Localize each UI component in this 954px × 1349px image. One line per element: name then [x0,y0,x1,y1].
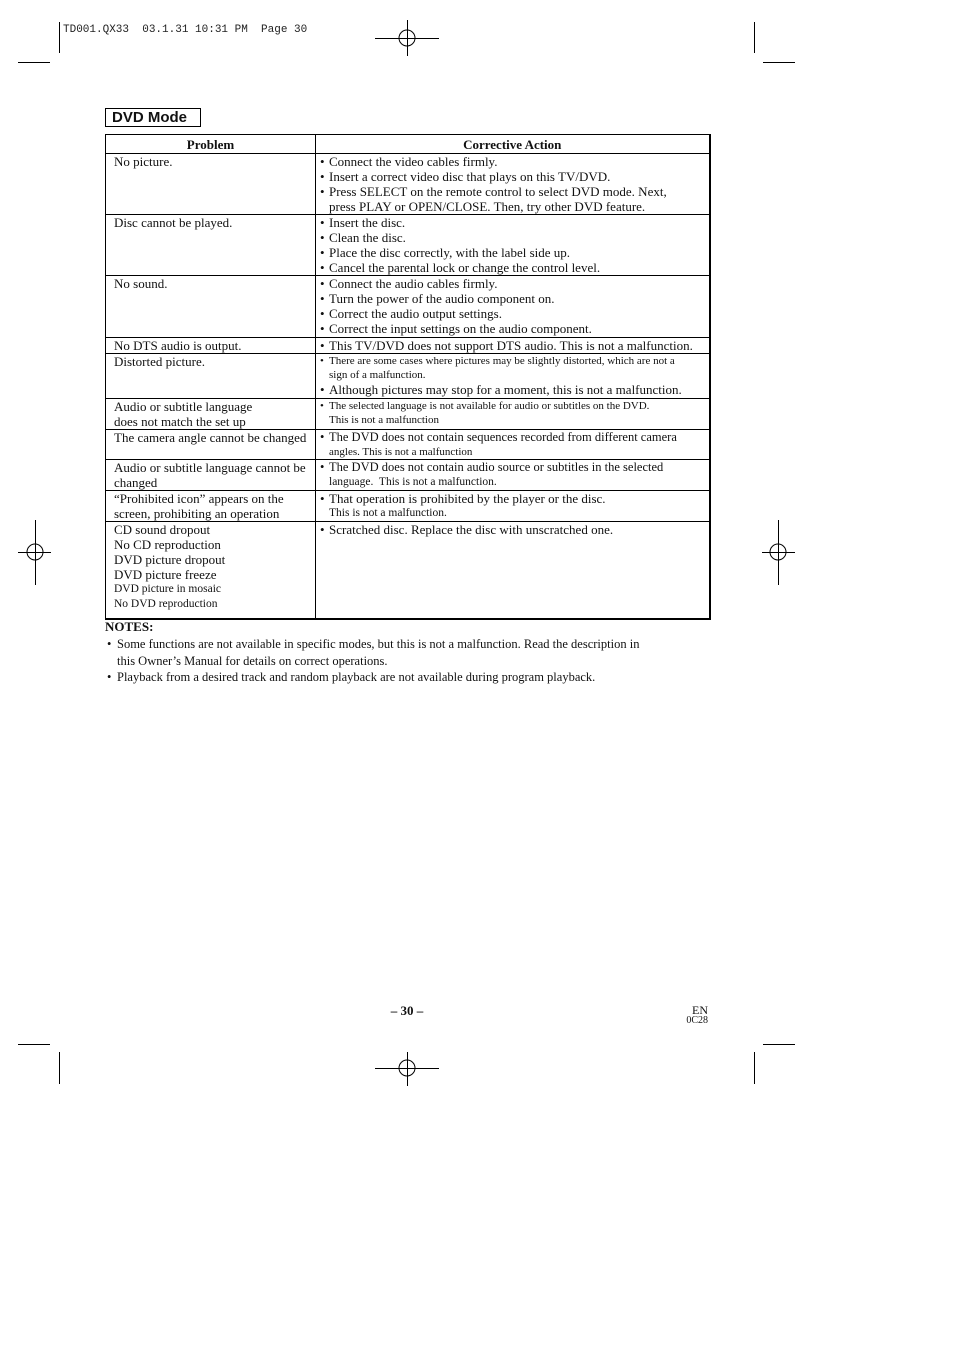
table-row [106,491,710,522]
action-line: • Scratched disc. Replace the disc with unscratched one. [329,522,709,537]
problem-cell [106,491,316,522]
action-item [320,154,709,169]
action-line: This is not a malfunction. [329,507,447,519]
column-header-corrective-action: Corrective Action [316,135,710,154]
action-line: • Correct the input settings on the audio component. [329,321,709,336]
note-item [105,636,725,669]
action-line: • Although pictures may stop for a moment, this is not a malfunction. [329,382,709,397]
action-line: sign of a malfunction. [329,369,426,381]
table-row [106,430,710,460]
action-line: • Press SELECT on the remote control to select DVD mode. Next, [329,184,709,199]
notes-title: NOTES: [105,619,154,634]
action-item [320,169,709,184]
action-item [320,260,709,275]
table-row [106,338,710,354]
problem-cell [106,399,316,430]
action-line: • That operation is prohibited by the player or the disc. [329,491,709,506]
registration-mark-left [18,520,51,585]
action-line: This is not a malfunction [329,414,439,426]
table-row [106,399,710,430]
action-item [320,382,709,397]
action-item [320,230,709,245]
problem-line: The camera angle cannot be changed [114,430,307,445]
registration-mark-top [375,20,439,56]
problem-line: does not match the set up [114,414,246,429]
action-cell [316,215,710,276]
action-item [320,399,709,427]
table-header-row [106,135,710,154]
note-item [105,669,725,686]
action-cell [316,154,710,215]
problem-cell [106,154,316,215]
problem-line: DVD picture dropout [114,552,226,567]
crop-mark-bottom-left [18,1045,60,1085]
table-row [106,354,710,399]
action-item [320,460,709,489]
crop-mark-top-right [755,22,796,63]
crop-mark-bottom-right [755,1045,796,1085]
table-row [106,215,710,276]
action-item [320,184,709,214]
section-title: DVD Mode [105,108,201,127]
action-item [320,276,709,291]
action-cell [316,399,710,430]
action-line: • The selected language is not available for audio or subtitles on the DVD. [329,399,709,413]
action-item [320,291,709,306]
action-line: • Correct the audio output settings. [329,306,709,321]
action-line: • Connect the audio cables firmly. [329,276,709,291]
problem-line: Audio or subtitle language [114,399,253,414]
problem-cell [106,522,316,619]
table-row [106,460,710,491]
problem-cell [106,338,316,354]
table-row [106,276,710,338]
action-line: language. This is not a malfunction. [329,476,497,488]
action-cell [316,522,710,619]
action-line: • There are some cases where pictures may be slightly distorted, which are not a [329,354,709,368]
problem-line: DVD picture freeze [114,567,217,582]
action-line: press PLAY or OPEN/CLOSE. Then, try other DVD feature. [329,199,646,214]
action-line: • Clean the disc. [329,230,709,245]
action-cell [316,430,710,460]
action-line: • Turn the power of the audio component on. [329,291,709,306]
action-cell [316,460,710,491]
problem-line: changed [114,475,158,490]
action-item [320,430,709,459]
action-line: • The DVD does not contain audio source or subtitles in the selected [329,460,709,475]
note-line: this Owner’s Manual for details on correct operations. [117,653,388,668]
language-code: EN [692,1003,708,1017]
action-item [320,306,709,321]
problem-line: Distorted picture. [114,354,205,369]
problem-line: No sound. [114,276,168,291]
action-item [320,354,709,382]
action-item [320,522,709,537]
troubleshooting-table [105,134,711,620]
action-item [320,245,709,260]
note-line: • Some functions are not available in specific modes, but this is not a malfunction. Read the description in [117,636,725,653]
problem-line: screen, prohibiting an operation [114,506,280,521]
document-code: 0C28 [686,1015,708,1026]
problem-line: DVD picture in mosaic [114,583,221,595]
registration-mark-right [762,520,795,585]
problem-line: No picture. [114,154,173,169]
action-line: • Insert a correct video disc that plays on this TV/DVD. [329,169,709,184]
problem-cell [106,430,316,460]
problem-line: No DVD reproduction [114,598,218,610]
problem-cell [106,276,316,338]
column-header-problem: Problem [106,135,316,154]
problem-cell [106,215,316,276]
action-item [320,215,709,230]
problem-line: CD sound dropout [114,522,211,537]
note-line: • Playback from a desired track and random playback are not available during program playback. [117,669,725,686]
action-line: angles. This is not a malfunction [329,446,473,458]
table-row [106,522,710,619]
action-line: • This TV/DVD does not support DTS audio. This is not a malfunction. [329,338,709,353]
problem-line: No DTS audio is output. [114,338,242,353]
crop-mark-top-left [18,22,60,63]
problem-line: “Prohibited icon” appears on the [114,491,284,506]
print-slug: TD001.QX33 03.1.31 10:31 PM Page 30 [63,24,308,36]
problem-cell [106,460,316,491]
registration-mark-bottom [375,1052,439,1086]
action-line: • Cancel the parental lock or change the control level. [329,260,709,275]
table-row [106,154,710,215]
action-line: • Place the disc correctly, with the label side up. [329,245,709,260]
action-item [320,338,709,353]
action-line: • Connect the video cables firmly. [329,154,709,169]
problem-line: No CD reproduction [114,537,221,552]
action-item [320,321,709,336]
action-cell [316,491,710,522]
problem-line: Audio or subtitle language cannot be [114,460,306,475]
page-number: – 30 – [390,1003,424,1018]
action-cell [316,354,710,399]
action-cell [316,276,710,338]
problem-cell [106,354,316,399]
action-line: • Insert the disc. [329,215,709,230]
action-item [320,491,709,520]
action-cell [316,338,710,354]
action-line: • The DVD does not contain sequences recorded from different camera [329,430,709,445]
problem-line: Disc cannot be played. [114,215,233,230]
notes-section [105,619,725,686]
